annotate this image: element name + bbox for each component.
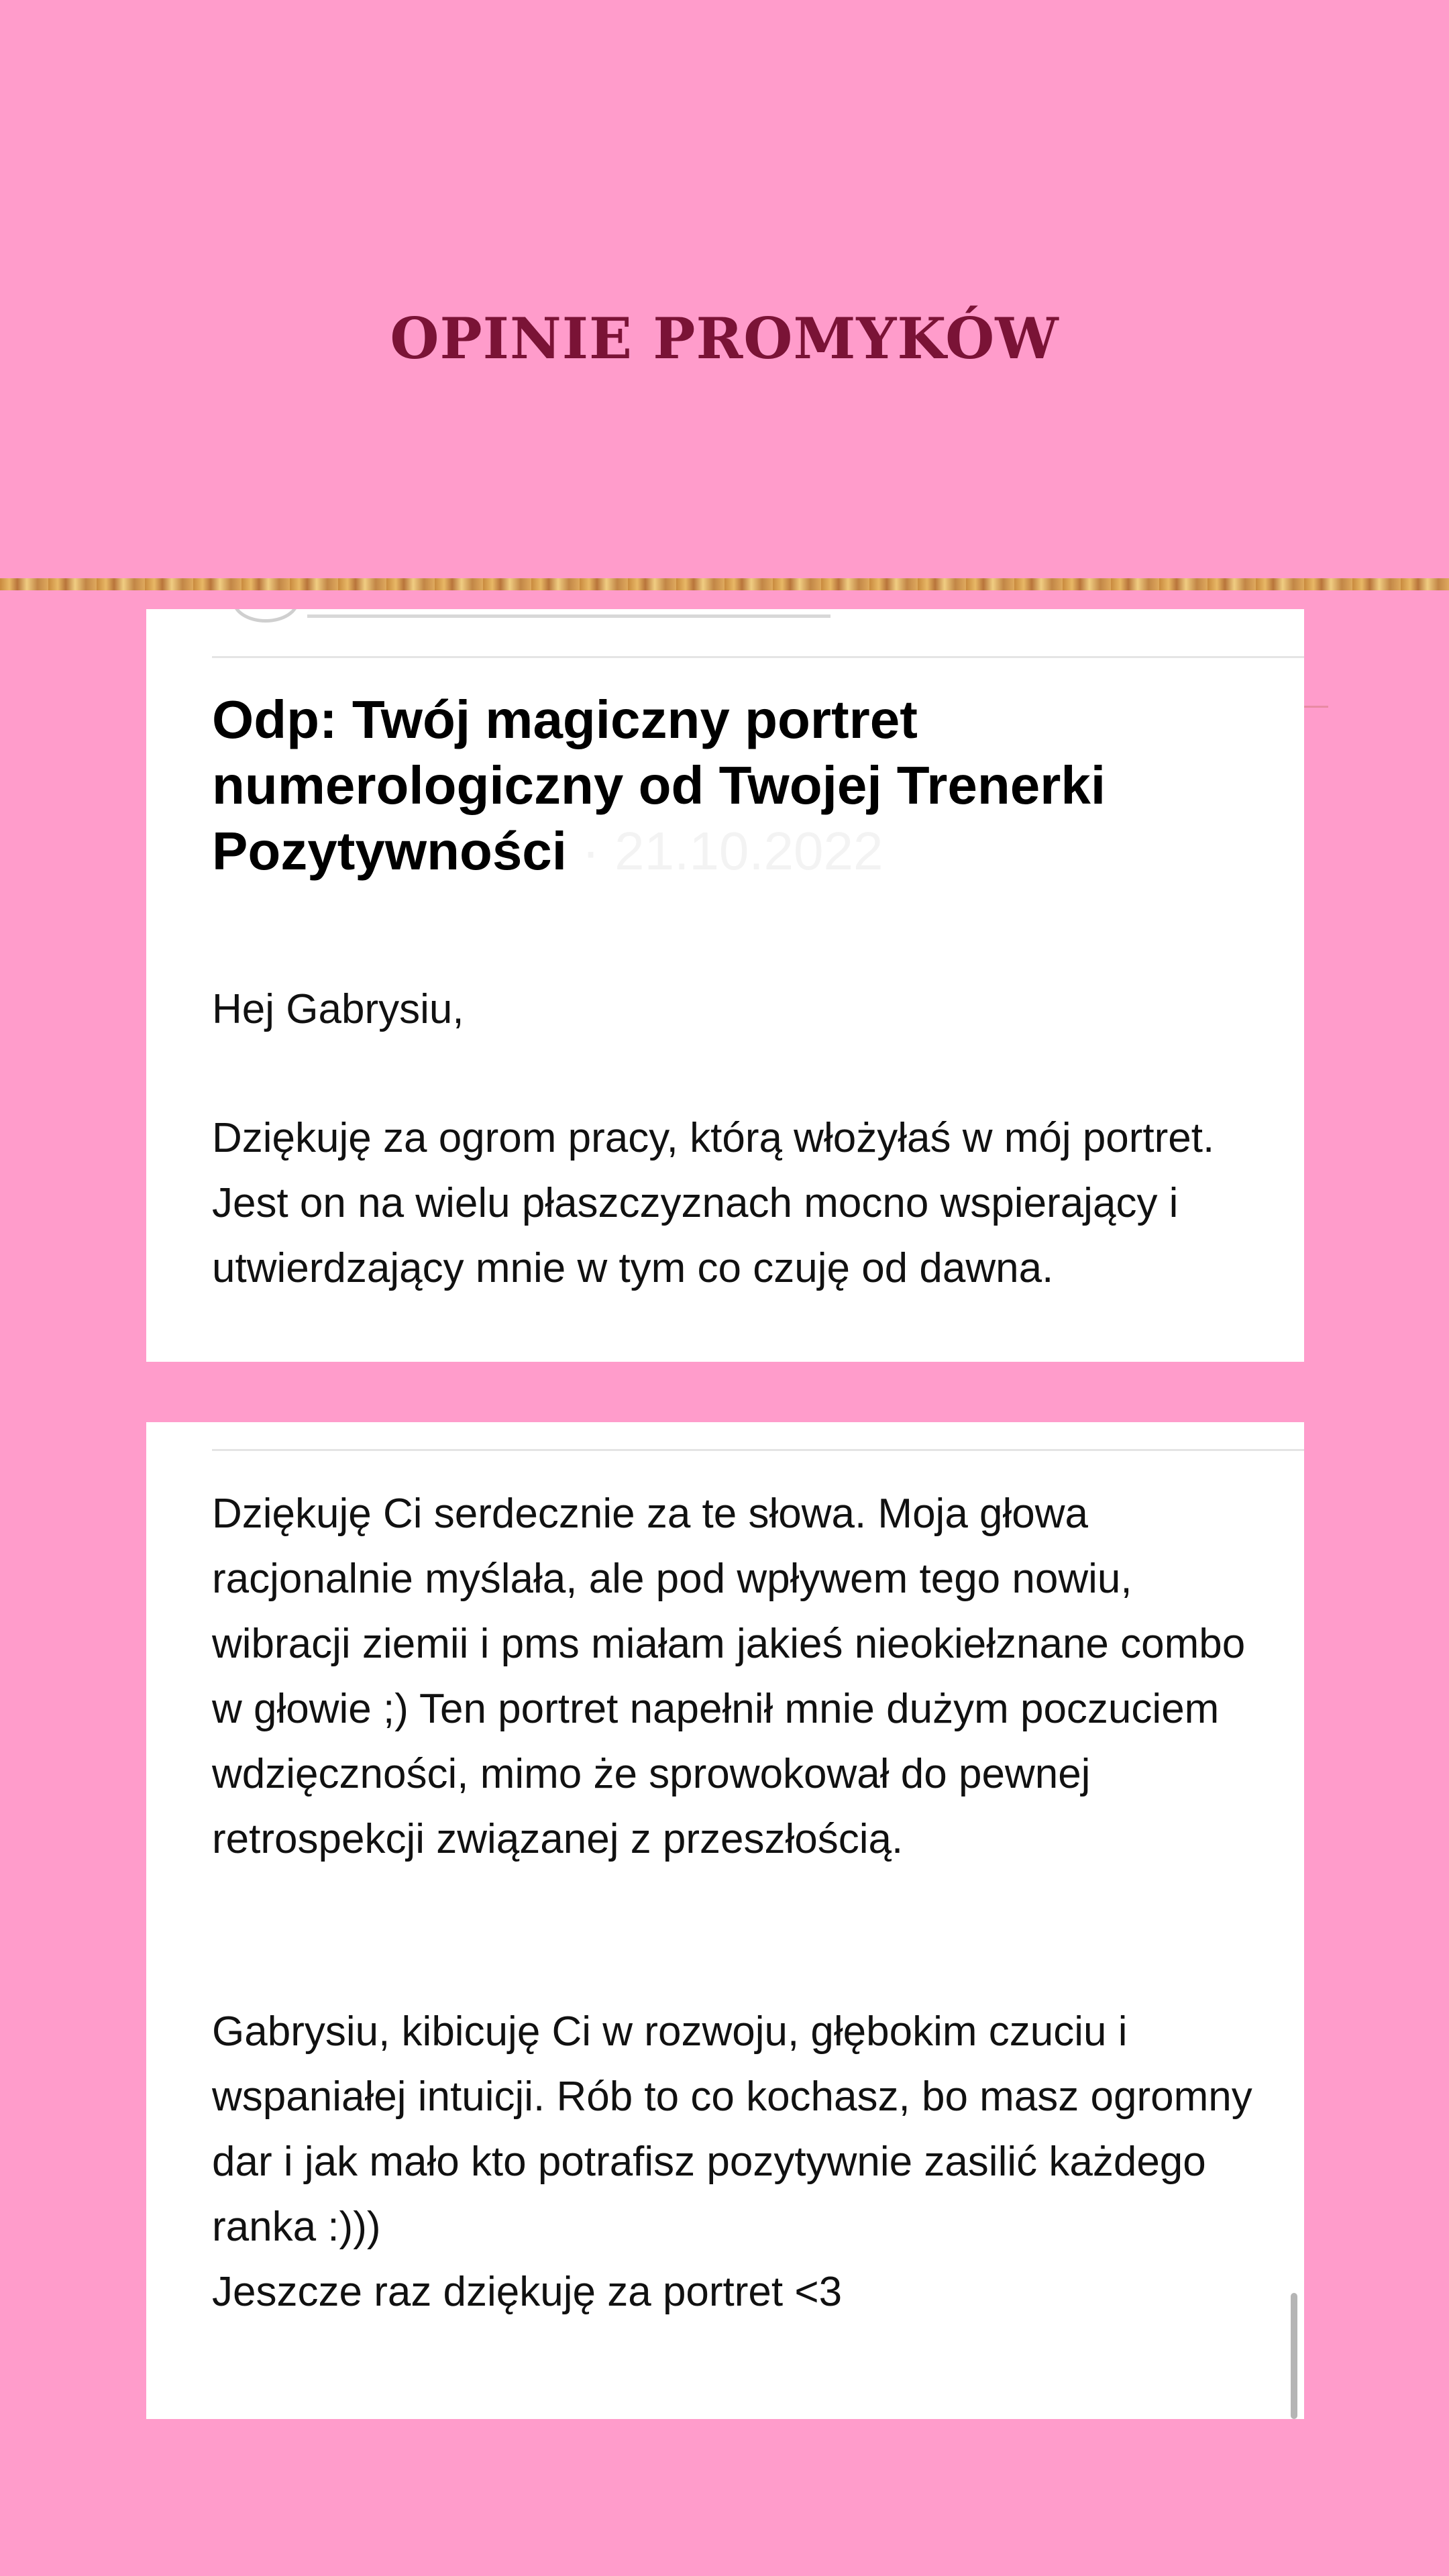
header-divider — [212, 656, 1304, 658]
page-title: OPINIE PROMYKÓW — [390, 305, 1059, 372]
email-paragraph: Dziękuję Ci serdecznie za te słowa. Moja głowa racjonalnie myślała, ale pod wpływem tego nowiu, wibracji ziemii i pms miałam jakieś nieokiełznane combo w głowie ;) Ten portret napełnił mnie dużym poczuciem wdzięczności, mimo że sprowokował do pewnej retrospekcji związanej z przeszłością. — [212, 1491, 1246, 1862]
sender-line-cropped — [307, 609, 830, 618]
email-paragraph: Gabrysiu, kibicuję Ci w rozwoju, głębokim czuciu i wspaniałej intuicji. Rób to co kochasz, bo masz ogromny dar i jak mało kto potrafisz pozytywnie zasilić każdego ranka :))) — [212, 2008, 1252, 2250]
sender-avatar-icon — [232, 609, 299, 623]
email-subject-date-faded: · 21.10.2022 — [567, 821, 883, 881]
email-greeting: Hej Gabrysiu, — [212, 986, 464, 1032]
email-paragraph: Jeszcze raz dziękuję za portret <3 — [212, 2269, 843, 2315]
scrollbar[interactable] — [1291, 2293, 1297, 2419]
email-screenshot-card-2 — [146, 1422, 1304, 2419]
email-subject-text: Odp: Twój magiczny portret numerologiczny od Twojej Trenerki Pozytywności — [212, 690, 1106, 881]
email-paragraph: Dziękuję za ogrom pracy, którą włożyłaś w mój portret. Jest on na wielu płaszczyznach mocno wspierający i utwierdzający mnie w tym co czuję od dawna. — [212, 1115, 1215, 1291]
gold-divider — [0, 578, 1449, 590]
header-divider — [212, 1449, 1304, 1451]
email-screenshot-card-1 — [146, 609, 1304, 1362]
decorative-mark — [1304, 706, 1328, 708]
email-subject — [212, 687, 1232, 884]
